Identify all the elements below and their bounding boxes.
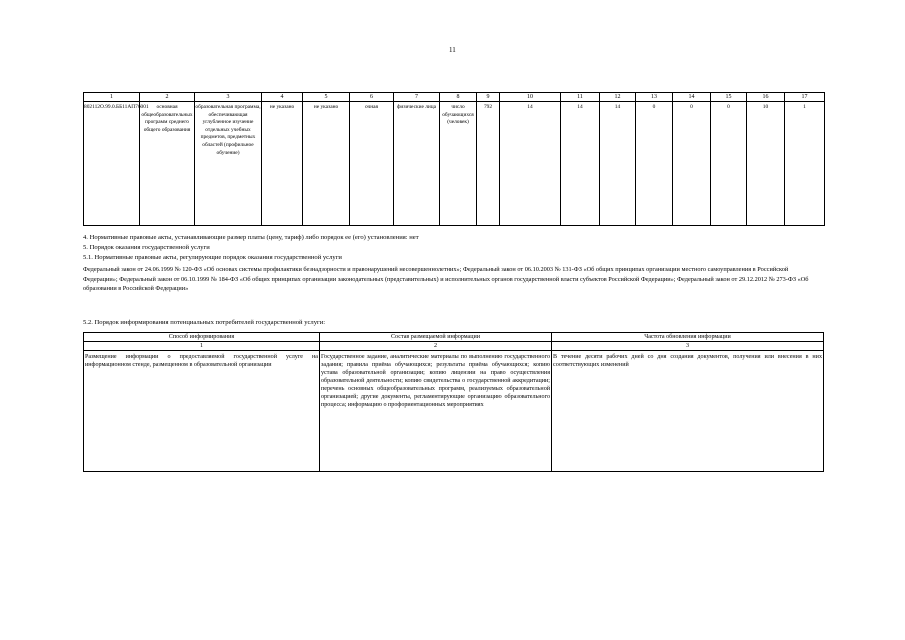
- table-row: [84, 102, 825, 226]
- indicator-table: [83, 92, 825, 226]
- col-header: 7: [394, 93, 440, 102]
- col-header: 2: [140, 93, 195, 102]
- table-cell: не указано: [262, 102, 303, 226]
- page-number: 11: [449, 46, 456, 54]
- table-cell: 14: [600, 102, 636, 226]
- table-row: [84, 351, 824, 472]
- table-cell: очная: [350, 102, 394, 226]
- table-cell: не указано: [303, 102, 350, 226]
- information-table-header-row: [84, 333, 824, 342]
- col-header: 14: [673, 93, 711, 102]
- table-cell: 802112О.99.0.ББ11АП76001: [84, 102, 140, 226]
- col-header: Частота обновления информации: [552, 333, 824, 342]
- col-header: 8: [440, 93, 477, 102]
- table-cell: физические лица: [394, 102, 440, 226]
- table-cell: Государственное задание, аналитические материалы по выполнению государственного задания; правила приёма обучающихся; результаты приёма обучающихся; копию устава образовательной организации; копию лицензии на право осуществления образовательной деятельности; копию свидетельства о государственной аккредитации; перечень основных общеобразовательных программ, реализуемых образовательной организацией; другие документы, регламентирующие организацию образовательного процесса; информацию о профориентационных мероприятиях: [320, 351, 552, 472]
- col-header: 17: [785, 93, 825, 102]
- table-cell: 14: [561, 102, 600, 226]
- table-cell: 14: [500, 102, 561, 226]
- col-header: Способ информирования: [84, 333, 320, 342]
- col-header: 12: [600, 93, 636, 102]
- col-number: 3: [552, 342, 824, 351]
- table-cell: 10: [747, 102, 785, 226]
- table-cell: Размещение информации о предоставляемой государственной услуге на информационном стенде, размещенном в образовательной организации: [84, 351, 320, 472]
- col-header: 5: [303, 93, 350, 102]
- table-cell: 0: [636, 102, 673, 226]
- table-cell: число обучающихся (человек): [440, 102, 477, 226]
- col-header: 6: [350, 93, 394, 102]
- information-table: [83, 332, 824, 472]
- col-number: 2: [320, 342, 552, 351]
- col-header: 15: [711, 93, 747, 102]
- table-cell: 0: [711, 102, 747, 226]
- section-5-2-heading: 5.2. Порядок информирования потенциальных потребителей государственной услуги:: [83, 319, 326, 326]
- col-header: 10: [500, 93, 561, 102]
- table-cell: 1: [785, 102, 825, 226]
- col-header: 3: [195, 93, 262, 102]
- col-header: 9: [477, 93, 500, 102]
- information-table-number-row: [84, 342, 824, 351]
- table-cell: В течение десяти рабочих дней со дня создания документов, получения или внесения в них соответствующих изменений: [552, 351, 824, 472]
- laws-paragraph: Федеральный закон от 24.06.1999 № 120-ФЗ «Об основах системы профилактики безнадзорности и правонарушений несовершеннолетних»; Федеральный закон от 06.10.2003 № 131-ФЗ «Об общих принципах организации местного самоуправления в Российской Федерации»; Федеральный закон от 06.10.1999 № 184-ФЗ «Об общих принципах организации законодательных (представительных) и исполнительных органов государственной власти субъектов Российской Федерации»; Федеральный закон от 29.12.2012 № 273-ФЗ «Об образовании в Российской Федерации»: [83, 266, 809, 293]
- col-header: 4: [262, 93, 303, 102]
- section-4-heading: 4. Нормативные правовые акты, устанавливающие размер платы (цену, тариф) либо порядок ее (его) установления: нет: [83, 234, 419, 241]
- table-cell: 0: [673, 102, 711, 226]
- section-5-1-heading: 5.1. Нормативные правовые акты, регулирующие порядок оказания государственной услуги: [83, 254, 342, 261]
- table-cell: основная общеобразовательных программ среднего общего образования: [140, 102, 195, 226]
- col-header: 1: [84, 93, 140, 102]
- col-header: 13: [636, 93, 673, 102]
- col-header: 16: [747, 93, 785, 102]
- col-header: 11: [561, 93, 600, 102]
- indicator-table-header-row: [84, 93, 825, 102]
- section-5-heading: 5. Порядок оказания государственной услуги: [83, 244, 210, 251]
- col-header: Состав размещаемой информации: [320, 333, 552, 342]
- table-cell: образовательная программа, обеспечивающая углубленное изучение отдельных учебных предметов, предметных областей (профильное обучение): [195, 102, 262, 226]
- col-number: 1: [84, 342, 320, 351]
- table-cell: 792: [477, 102, 500, 226]
